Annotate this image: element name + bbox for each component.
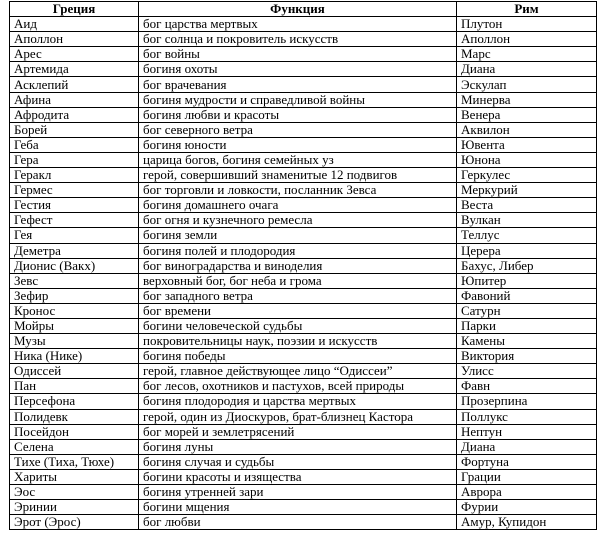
table-row (10, 258, 597, 273)
function-cell: богиня луны (139, 439, 457, 454)
table-row (10, 183, 597, 198)
roman-name-cell: Ювента (457, 137, 597, 152)
table-row (10, 515, 597, 530)
function-cell: герой, один из Диоскуров, брат-близнец Кастора (139, 409, 457, 424)
roman-name-cell: Фавоний (457, 288, 597, 303)
greek-name-cell: Аполлон (10, 32, 139, 47)
greek-name-cell: Деметра (10, 243, 139, 258)
table-row (10, 318, 597, 333)
roman-name-cell: Грации (457, 469, 597, 484)
function-cell: богиня домашнего очага (139, 198, 457, 213)
function-cell: верховный бог, бог неба и грома (139, 273, 457, 288)
roman-name-cell: Теллус (457, 228, 597, 243)
greek-name-cell: Афина (10, 92, 139, 107)
function-cell: царица богов, богиня семейных уз (139, 152, 457, 167)
roman-name-cell: Аврора (457, 485, 597, 500)
function-cell: богиня плодородия и царства мертвых (139, 394, 457, 409)
greek-name-cell: Гермес (10, 183, 139, 198)
greek-name-cell: Эринии (10, 500, 139, 515)
greek-name-cell: Селена (10, 439, 139, 454)
function-cell: богини красоты и изящества (139, 469, 457, 484)
table-body (10, 17, 597, 530)
roman-name-cell: Веста (457, 198, 597, 213)
table-row (10, 439, 597, 454)
roman-name-cell: Диана (457, 62, 597, 77)
table-row (10, 168, 597, 183)
function-cell: герой, главное действующее лицо “Одиссеи” (139, 364, 457, 379)
function-cell: бог любви (139, 515, 457, 530)
function-cell: богиня полей и плодородия (139, 243, 457, 258)
greek-name-cell: Музы (10, 334, 139, 349)
function-cell: богини человеческой судьбы (139, 318, 457, 333)
function-cell: бог времени (139, 303, 457, 318)
function-cell: бог войны (139, 47, 457, 62)
greek-name-cell: Асклепий (10, 77, 139, 92)
table-row (10, 228, 597, 243)
table-row (10, 32, 597, 47)
function-cell: бог лесов, охотников и пастухов, всей природы (139, 379, 457, 394)
table-row (10, 198, 597, 213)
table-row (10, 77, 597, 92)
roman-name-cell: Юнона (457, 152, 597, 167)
roman-name-cell: Нептун (457, 424, 597, 439)
greek-name-cell: Персефона (10, 394, 139, 409)
greek-name-cell: Зевс (10, 273, 139, 288)
table-row (10, 273, 597, 288)
roman-name-cell: Плутон (457, 17, 597, 32)
roman-name-cell: Бахус, Либер (457, 258, 597, 273)
table-row (10, 47, 597, 62)
greek-name-cell: Аид (10, 17, 139, 32)
roman-name-cell: Эскулап (457, 77, 597, 92)
function-cell: богини мщения (139, 500, 457, 515)
roman-name-cell: Сатурн (457, 303, 597, 318)
greek-name-cell: Посейдон (10, 424, 139, 439)
greek-name-cell: Гея (10, 228, 139, 243)
function-cell: покровительницы наук, поэзии и искусств (139, 334, 457, 349)
table-row (10, 152, 597, 167)
header-greece: Греция (10, 2, 139, 17)
greek-name-cell: Полидевк (10, 409, 139, 424)
roman-name-cell: Амур, Купидон (457, 515, 597, 530)
function-cell: богиня юности (139, 137, 457, 152)
roman-name-cell: Диана (457, 439, 597, 454)
function-cell: богиня утренней зари (139, 485, 457, 500)
greek-name-cell: Мойры (10, 318, 139, 333)
function-cell: герой, совершивший знаменитые 12 подвигов (139, 168, 457, 183)
greek-name-cell: Гера (10, 152, 139, 167)
roman-name-cell: Фавн (457, 379, 597, 394)
greek-name-cell: Борей (10, 122, 139, 137)
function-cell: бог северного ветра (139, 122, 457, 137)
roman-name-cell: Виктория (457, 349, 597, 364)
greek-name-cell: Артемида (10, 62, 139, 77)
greek-name-cell: Зефир (10, 288, 139, 303)
greek-name-cell: Ника (Нике) (10, 349, 139, 364)
function-cell: богиня охоты (139, 62, 457, 77)
roman-name-cell: Прозерпина (457, 394, 597, 409)
greek-name-cell: Афродита (10, 107, 139, 122)
function-cell: бог торговли и ловкости, посланник Зевса (139, 183, 457, 198)
greek-name-cell: Гефест (10, 213, 139, 228)
function-cell: бог врачевания (139, 77, 457, 92)
roman-name-cell: Меркурий (457, 183, 597, 198)
roman-name-cell: Поллукс (457, 409, 597, 424)
table-row (10, 107, 597, 122)
function-cell: бог огня и кузнечного ремесла (139, 213, 457, 228)
table-row (10, 500, 597, 515)
header-row (10, 2, 597, 17)
greek-name-cell: Гестия (10, 198, 139, 213)
roman-name-cell: Улисс (457, 364, 597, 379)
function-cell: богиня мудрости и справедливой войны (139, 92, 457, 107)
table-row (10, 349, 597, 364)
greek-name-cell: Эос (10, 485, 139, 500)
header-function: Функция (139, 2, 457, 17)
greek-name-cell: Кронос (10, 303, 139, 318)
greek-name-cell: Хариты (10, 469, 139, 484)
function-cell: богиня любви и красоты (139, 107, 457, 122)
function-cell: богиня победы (139, 349, 457, 364)
table-row (10, 92, 597, 107)
roman-name-cell: Геркулес (457, 168, 597, 183)
greek-name-cell: Эрот (Эрос) (10, 515, 139, 530)
roman-name-cell: Венера (457, 107, 597, 122)
table-row (10, 122, 597, 137)
function-cell: бог западного ветра (139, 288, 457, 303)
table-row (10, 469, 597, 484)
roman-name-cell: Аквилон (457, 122, 597, 137)
function-cell: бог морей и землетрясений (139, 424, 457, 439)
table-row (10, 379, 597, 394)
roman-name-cell: Аполлон (457, 32, 597, 47)
roman-name-cell: Вулкан (457, 213, 597, 228)
table-row (10, 424, 597, 439)
function-cell: бог виноградарства и виноделия (139, 258, 457, 273)
greek-name-cell: Одиссей (10, 364, 139, 379)
table-row (10, 213, 597, 228)
function-cell: богиня земли (139, 228, 457, 243)
table-row (10, 137, 597, 152)
greek-name-cell: Геба (10, 137, 139, 152)
table-row (10, 334, 597, 349)
table-row (10, 485, 597, 500)
table-row (10, 394, 597, 409)
table-row (10, 303, 597, 318)
table-row (10, 409, 597, 424)
roman-name-cell: Парки (457, 318, 597, 333)
greek-name-cell: Дионис (Вакх) (10, 258, 139, 273)
gods-table (9, 1, 597, 530)
table-row (10, 454, 597, 469)
greek-name-cell: Арес (10, 47, 139, 62)
roman-name-cell: Церера (457, 243, 597, 258)
greek-name-cell: Геракл (10, 168, 139, 183)
roman-name-cell: Фортуна (457, 454, 597, 469)
header-rome: Рим (457, 2, 597, 17)
function-cell: бог царства мертвых (139, 17, 457, 32)
greek-name-cell: Пан (10, 379, 139, 394)
greek-name-cell: Тихе (Тиха, Тюхе) (10, 454, 139, 469)
table-row (10, 364, 597, 379)
table-header (10, 2, 597, 17)
roman-name-cell: Юпитер (457, 273, 597, 288)
table-row (10, 17, 597, 32)
function-cell: богиня случая и судьбы (139, 454, 457, 469)
table-row (10, 243, 597, 258)
roman-name-cell: Марс (457, 47, 597, 62)
table-row (10, 288, 597, 303)
roman-name-cell: Фурии (457, 500, 597, 515)
function-cell: бог солнца и покровитель искусств (139, 32, 457, 47)
roman-name-cell: Минерва (457, 92, 597, 107)
table-row (10, 62, 597, 77)
roman-name-cell: Камены (457, 334, 597, 349)
